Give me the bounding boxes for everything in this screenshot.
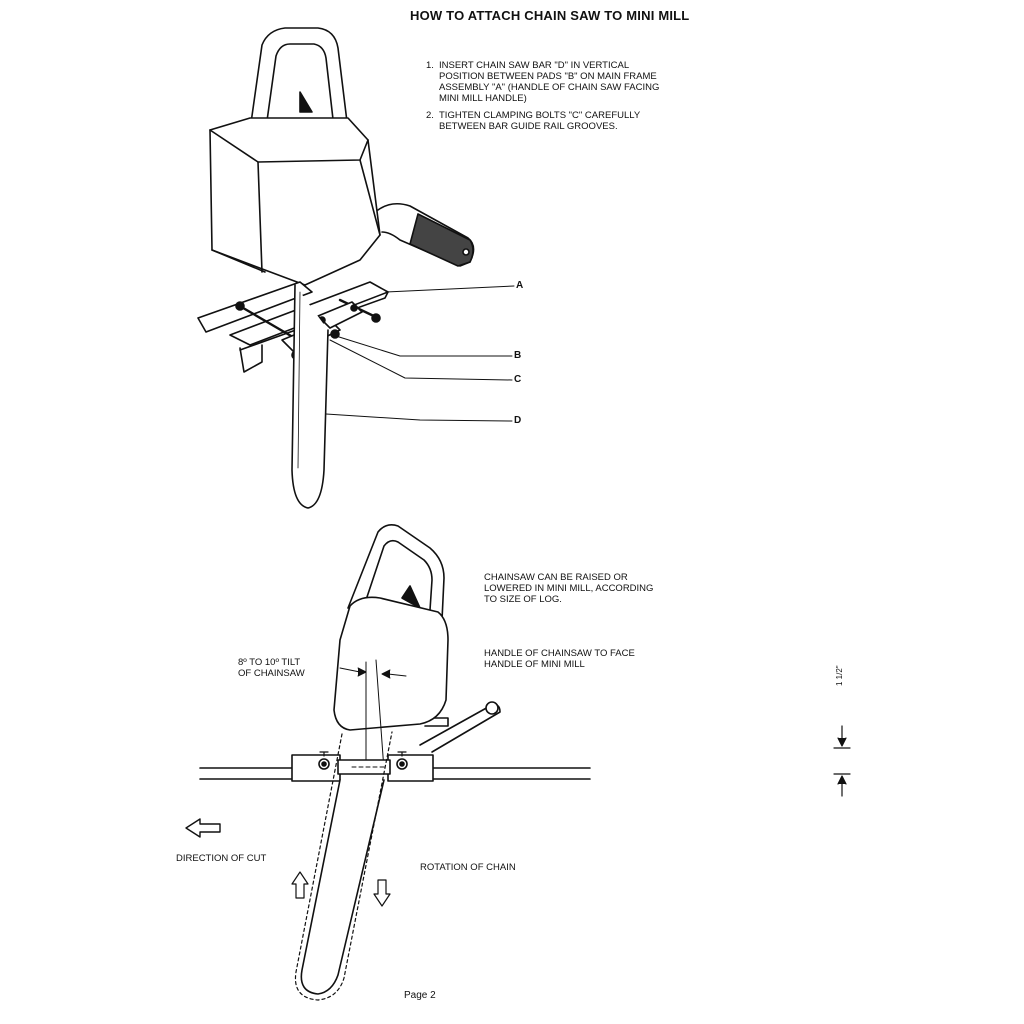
top-chainsaw-figure	[198, 28, 514, 508]
dimension-label: 1 1/2"	[835, 665, 844, 686]
step-text: TIGHTEN CLAMPING BOLTS "C" CAREFULLY BETWEEN BAR GUIDE RAIL GROOVES.	[439, 110, 641, 132]
callout-c-label: C	[514, 374, 522, 385]
callout-d-label: D	[514, 415, 522, 426]
label-direction-of-cut: DIRECTION OF CUT	[176, 853, 267, 864]
callout-a-label: A	[516, 280, 524, 291]
page-title: HOW TO ATTACH CHAIN SAW TO MINI MILL	[410, 8, 690, 23]
step-number: 2.	[426, 110, 434, 121]
label-rotation-of-chain: ROTATION OF CHAIN	[420, 862, 516, 873]
step-number: 1.	[426, 60, 434, 71]
note-handle-face: HANDLE OF CHAINSAW TO FACE HANDLE OF MINI MILL	[484, 648, 635, 670]
note-tilt: 8º TO 10º TILT OF CHAINSAW	[238, 657, 305, 679]
step-text: INSERT CHAIN SAW BAR "D" IN VERTICAL POSITION BETWEEN PADS "B" ON MAIN FRAME ASSEMBLY "A" (HANDLE OF CHAIN SAW FACING MINI MILL HANDLE)	[439, 60, 660, 104]
page-number: Page 2	[404, 990, 436, 1001]
note-raise-lower: CHAINSAW CAN BE RAISED OR LOWERED IN MINI MILL, ACCORDING TO SIZE OF LOG.	[484, 572, 654, 605]
callout-b-label: B	[514, 350, 522, 361]
